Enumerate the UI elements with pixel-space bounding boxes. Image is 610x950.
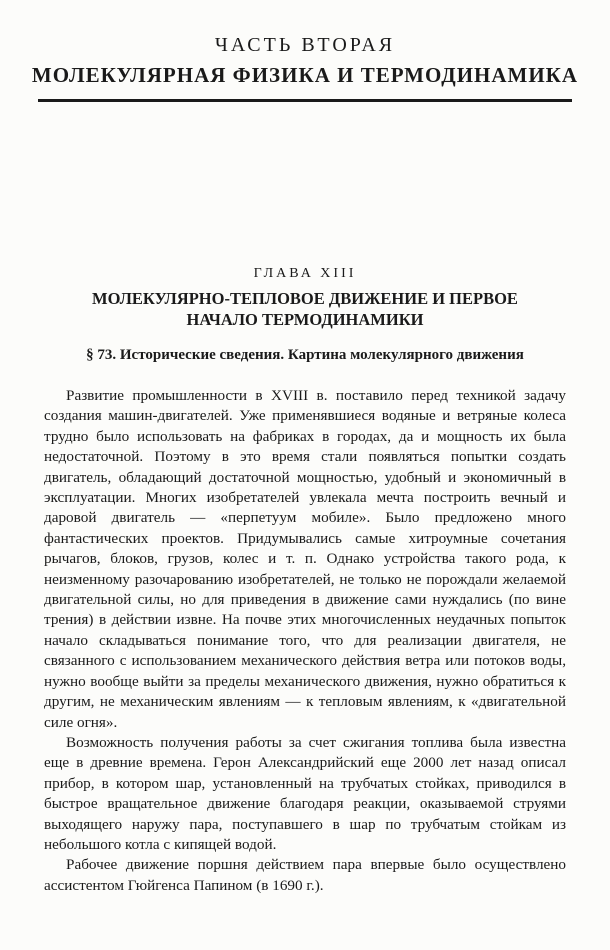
body-text <box>44 386 566 896</box>
paragraph-2: Возможность получения работы за счет сжигания топлива была известна еще в древние времена. Герон Александрийский еще 2000 лет назад описал прибор, в котором шар, установленный на трубчатых стойках, приводился в быстрое вращательное движение благодаря реакции, оказываемой струями выходящего наружу пара, поступавшего в шар по трубчатым стойкам из небольшого котла с кипящей водой. <box>44 733 566 853</box>
paragraph-1: Развитие промышленности в XVIII в. поставило перед техникой задачу создания машин-двигателей. Уже применявшиеся водяные и ветряные колеса трудно было использовать на фабриках в городах, да и мощность их была недостаточной. Поэтому в это время стали появляться попытки создать двигатель, обладающий достаточной мощностью, удобный и экономичный в эксплуатации. Многих изобретателей увлекала мечта построить вечный и даровой двигатель — «перпетуум мобиле». Было предложено много фантастических проектов. Придумывались самые хитроумные сочетания рычагов, блоков, грузов, колес и т. п. Однако устройства такого рода, к неизменному разочарованию изобретателей, не только не порождали желаемой двигательной силы, но для приведения в движение сами нуждались (по вине трения) в действии извне. На почве этих многочисленных неудачных попыток начало складываться понимание того, что для реализации двигателя, не связанного с использованием механического действия ветра или потоков воды, нужно вообще выйти за пределы механического движения, нужно обратиться к другим, не механическим явлениям — к тепловым явлениям, к «двигательной силе огня». <box>44 387 566 731</box>
chapter-title: МОЛЕКУЛЯРНО-ТЕПЛОВОЕ ДВИЖЕНИЕ И ПЕРВОЕ НАЧАЛО ТЕРМОДИНАМИКИ <box>92 289 518 329</box>
header-rule <box>38 99 572 102</box>
part-label: ЧАСТЬ ВТОРАЯ <box>214 34 396 56</box>
part-title: МОЛЕКУЛЯРНАЯ ФИЗИКА И ТЕРМОДИНАМИКА <box>31 63 579 87</box>
paragraph-3: Рабочее движение поршня действием пара впервые было осуществлено ассистентом Гюйгенса Папином (в 1690 г.). <box>44 856 566 894</box>
chapter-label: ГЛАВА XIII <box>253 266 357 281</box>
section-title: § 73. Исторические сведения. Картина молекулярного движения <box>86 347 524 363</box>
